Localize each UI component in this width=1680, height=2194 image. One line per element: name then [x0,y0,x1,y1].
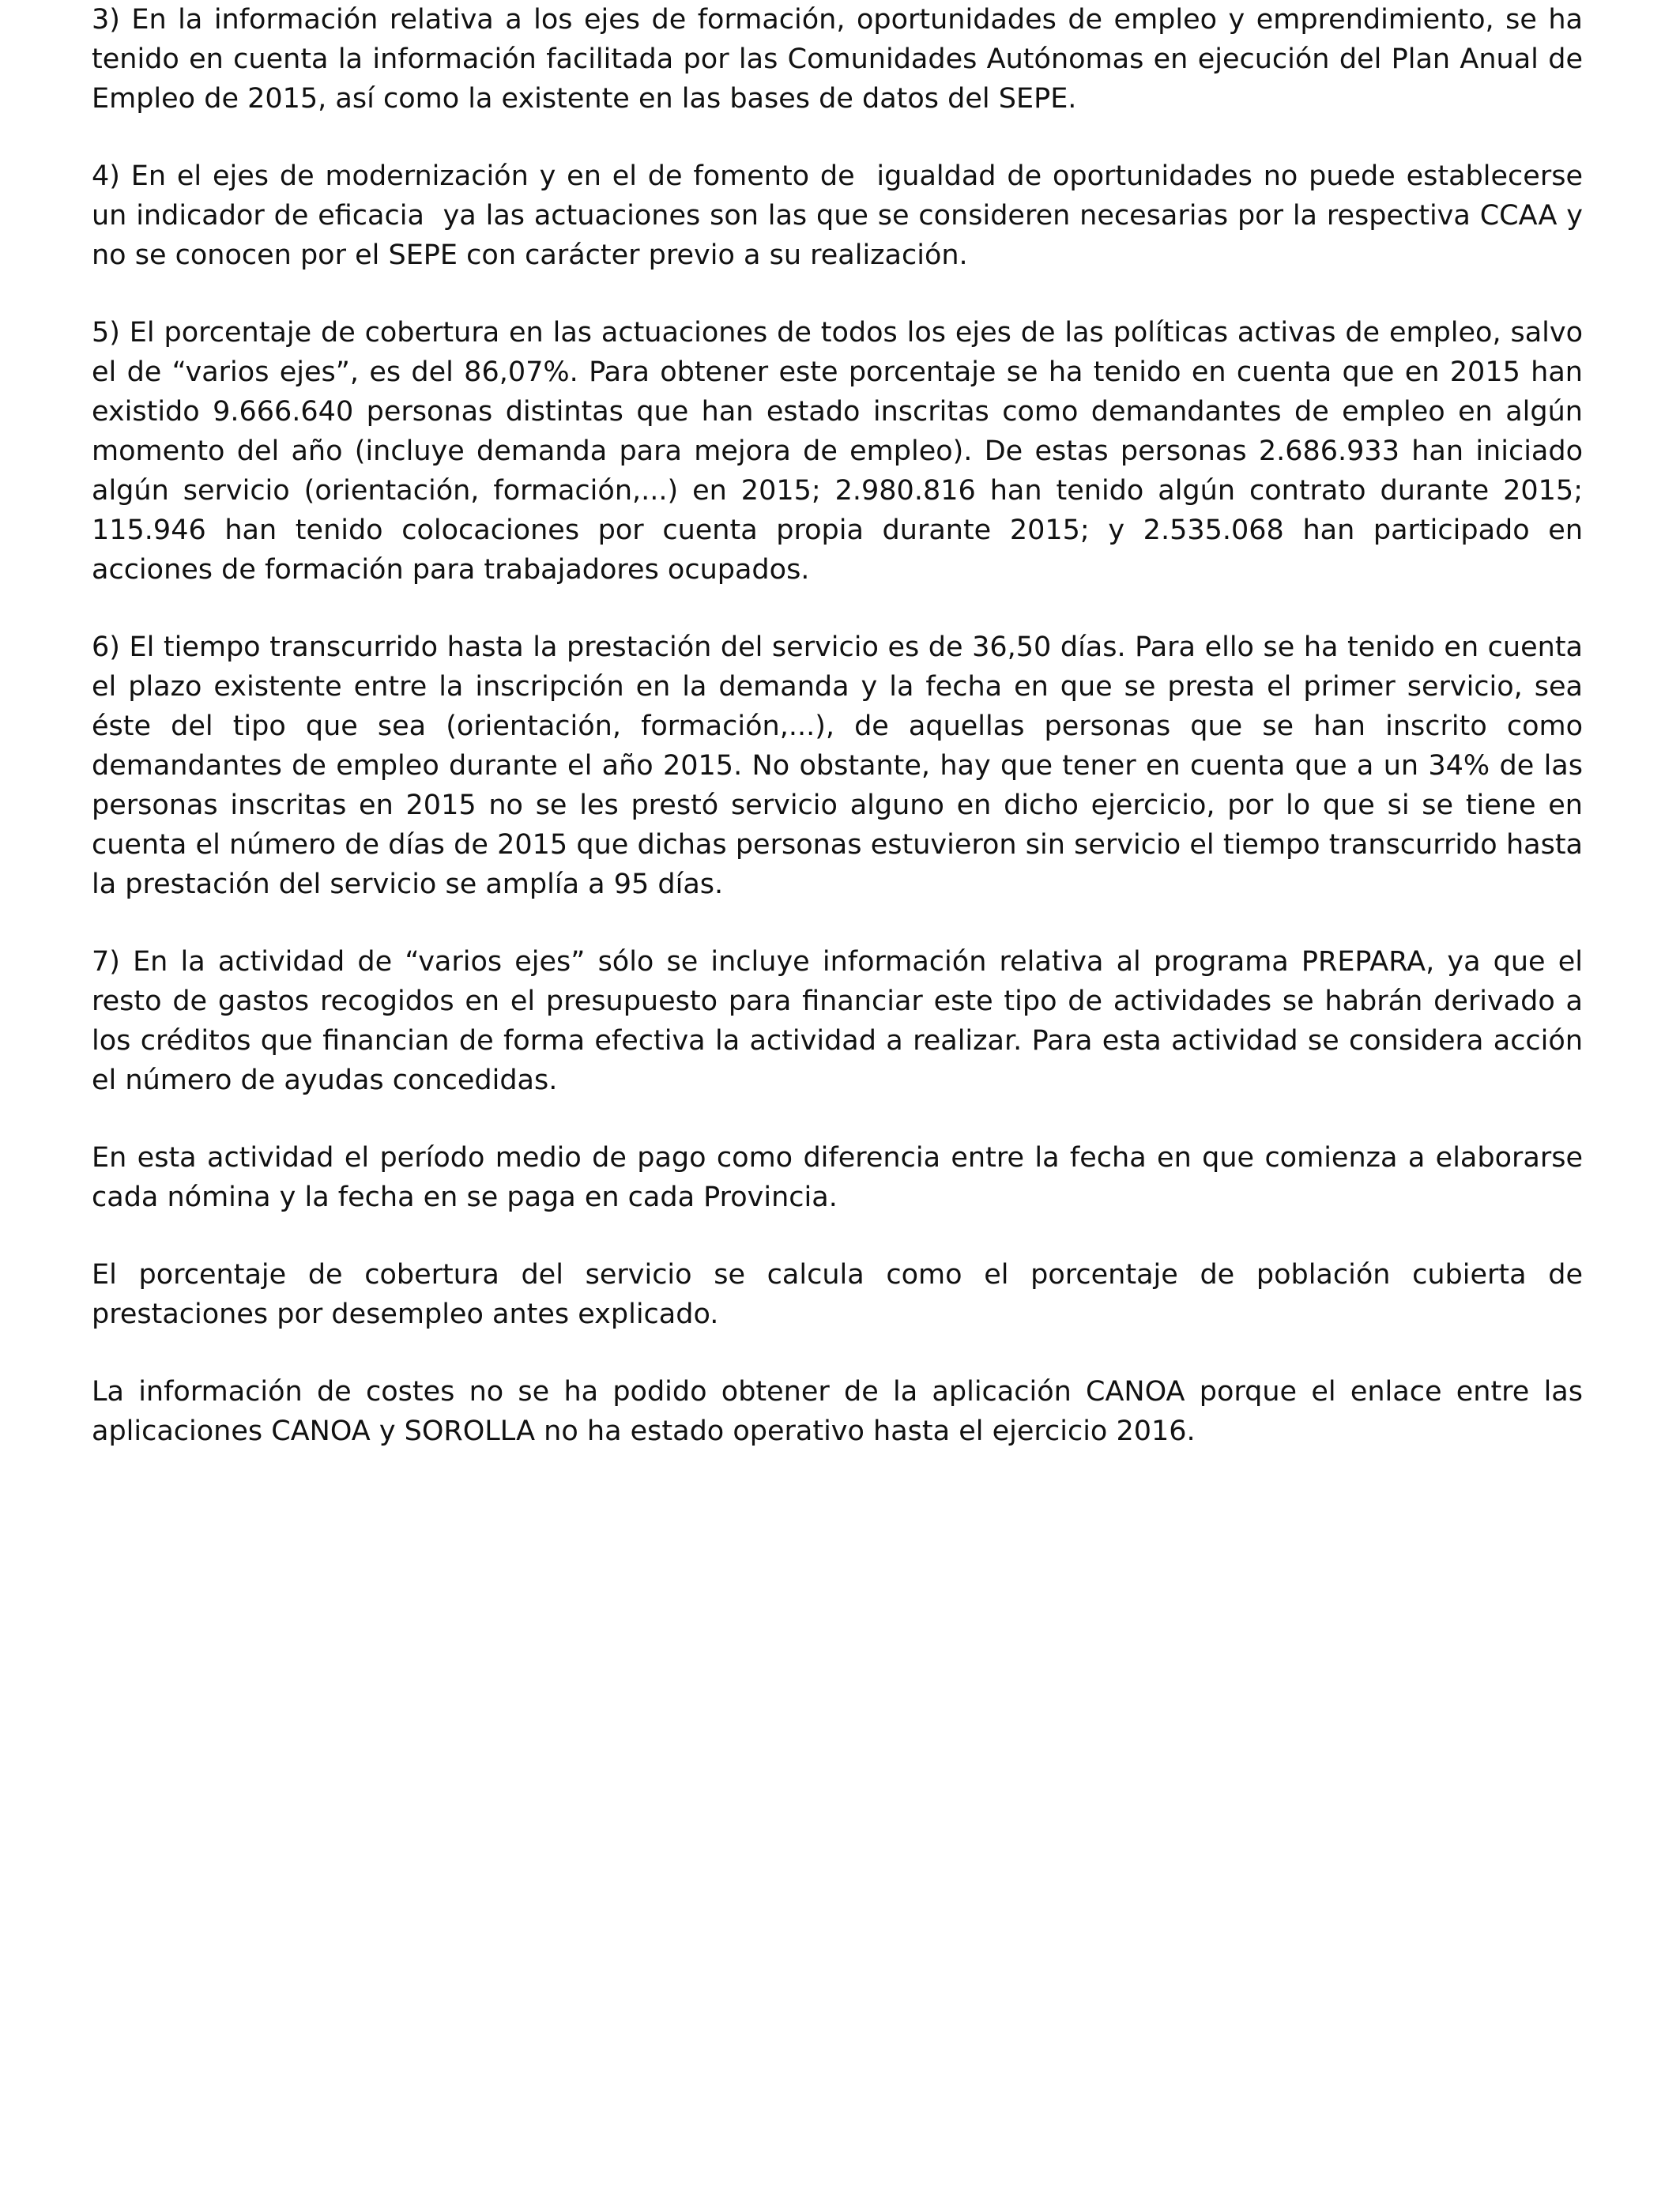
paragraph-payment-period: En esta actividad el período medio de pago como diferencia entre la fecha en que comienza a elaborarse cada nómina y la fecha en se paga en cada Provincia. [92,1142,1592,1213]
paragraph-note-3: 3) En la información relativa a los ejes de formación, oportunidades de empleo y emprendimiento, se ha tenido en cuenta la información facilitada por las Comunidades Autónomas en ejecución del Plan Anual de Empleo de 2015, así como la existente en las bases de datos del SEPE. [92,4,1592,115]
paragraph-coverage: El porcentaje de cobertura del servicio se calcula como el porcentaje de población cubierta de prestaciones por desempleo antes explicado. [92,1259,1592,1330]
paragraph-note-4: 4) En el ejes de modernización y en el de fomento de igualdad de oportunidades no puede establecerse un indicador de eficacia ya las actuaciones son las que se consideren necesarias por la respectiva CCAA y no se conocen por el SEPE con carácter previo a su realización. [92,160,1592,271]
paragraph-costs: La información de costes no se ha podido obtener de la aplicación CANOA porque el enlace entre las aplicaciones CANOA y SOROLLA no ha estado operativo hasta el ejercicio 2016. [92,1376,1592,1447]
paragraph-note-5: 5) El porcentaje de cobertura en las actuaciones de todos los ejes de las políticas activas de empleo, salvo el de “varios ejes”, es del 86,07%. Para obtener este porcentaje se ha tenido en cuenta que en 2015 han existido 9.666.640 personas distintas que han estado inscritas como demandantes de empleo en algún momento del año (incluye demanda para mejora de empleo). De estas personas 2.686.933 han iniciado algún servicio (orientación, formación,...) en 2015; 2.980.816 han tenido algún contrato durante 2015; 115.946 han tenido colocaciones por cuenta propia durante 2015; y 2.535.068 han participado en acciones de formación para trabajadores ocupados. [92,317,1592,586]
document-page [92,0,1592,1451]
paragraph-note-7: 7) En la actividad de “varios ejes” sólo se incluye información relativa al programa PREPARA, ya que el resto de gastos recogidos en el presupuesto para financiar este tipo de actividades se habrán derivado a los créditos que financian de forma efectiva la actividad a realizar. Para esta actividad se considera acción el número de ayudas concedidas. [92,946,1592,1096]
paragraph-note-6: 6) El tiempo transcurrido hasta la prestación del servicio es de 36,50 días. Para ello se ha tenido en cuenta el plazo existente entre la inscripción en la demanda y la fecha en que se presta el primer servicio, sea éste del tipo que sea (orientación, formación,...), de aquellas personas que se han inscrito como demandantes de empleo durante el año 2015. No obstante, hay que tener en cuenta que a un 34% de las personas inscritas en 2015 no se les prestó servicio alguno en dicho ejercicio, por lo que si se tiene en cuenta el número de días de 2015 que dichas personas estuvieron sin servicio el tiempo transcurrido hasta la prestación del servicio se amplía a 95 días. [92,631,1592,900]
